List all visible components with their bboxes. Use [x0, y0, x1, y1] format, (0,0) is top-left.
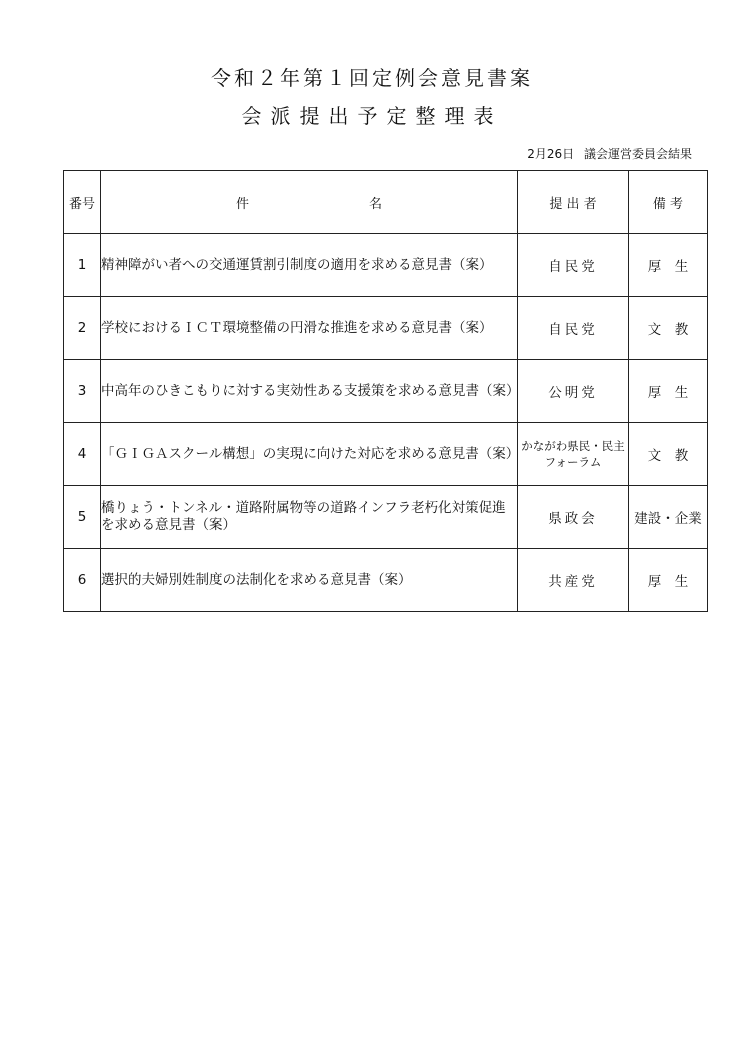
table-row — [64, 234, 708, 297]
table-row — [64, 549, 708, 612]
row-committee: 文 教 — [629, 423, 708, 486]
row-submitter: 県政会 — [518, 486, 629, 549]
row-number: 2 — [64, 297, 101, 360]
row-number: 1 — [64, 234, 101, 297]
row-title: 学校におけるＩＣＴ環境整備の円滑な推進を求める意見書（案） — [101, 297, 518, 360]
meeting-date: 2月26日 — [527, 147, 575, 161]
column-header-number: 番号 — [64, 171, 101, 234]
row-committee: 厚 生 — [629, 234, 708, 297]
document-title: 令和２年第１回定例会意見書案 — [211, 66, 533, 90]
meeting-note: 議会運営委員会結果 — [583, 147, 692, 161]
row-title: 中高年のひきこもりに対する実効性ある支援策を求める意見書（案） — [101, 360, 518, 423]
document-subtitle: 会派提出予定整理表 — [241, 104, 503, 128]
proposal-table — [63, 170, 708, 612]
table-row — [64, 423, 708, 486]
row-committee: 厚 生 — [629, 360, 708, 423]
row-submitter: 自民党 — [518, 297, 629, 360]
row-number: 5 — [64, 486, 101, 549]
column-header-title-left: 件 — [235, 196, 249, 212]
row-submitter: 公明党 — [518, 360, 629, 423]
row-submitter: 自民党 — [518, 234, 629, 297]
table-header-row — [64, 171, 708, 234]
row-submitter: 共産党 — [518, 549, 629, 612]
row-submitter: かながわ県民・民主フォーラム — [518, 423, 629, 486]
row-number: 3 — [64, 360, 101, 423]
table-row — [64, 360, 708, 423]
row-committee: 建設・企業 — [629, 486, 708, 549]
meeting-result-note — [527, 145, 692, 162]
row-title: 精神障がい者への交通運賃割引制度の適用を求める意見書（案） — [101, 234, 518, 297]
column-header-submitter: 提 出 者 — [518, 171, 629, 234]
row-number: 4 — [64, 423, 101, 486]
column-header-title — [101, 171, 518, 234]
row-committee: 文 教 — [629, 297, 708, 360]
table-row — [64, 297, 708, 360]
table-row — [64, 486, 708, 549]
column-header-title-right: 名 — [369, 196, 383, 212]
row-title: 「ＧＩＧＡスクール構想」の実現に向けた対応を求める意見書（案） — [101, 423, 518, 486]
row-title: 橋りょう・トンネル・道路附属物等の道路インフラ老朽化対策促進を求める意見書（案） — [101, 486, 518, 549]
row-title: 選択的夫婦別姓制度の法制化を求める意見書（案） — [101, 549, 518, 612]
row-number: 6 — [64, 549, 101, 612]
row-committee: 厚 生 — [629, 549, 708, 612]
column-header-committee: 備 考 — [629, 171, 708, 234]
